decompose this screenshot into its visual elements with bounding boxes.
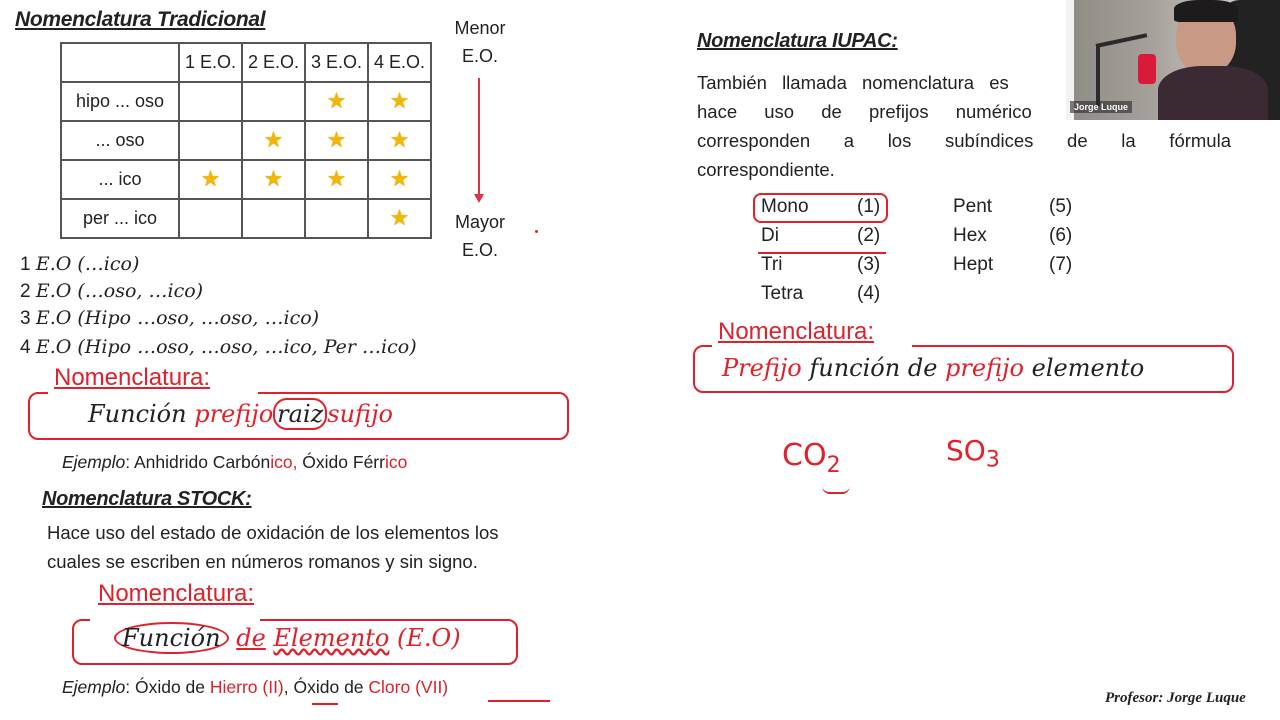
example-highlight: Hierro (II) [209,677,284,697]
example-label: Ejemplo [62,677,126,697]
prefix-name: Tetra [761,283,804,304]
table-corner-cell [61,43,179,82]
prefix-name: Tri [761,254,783,275]
example-suffix: ico [384,452,408,472]
eo-text: E.O (Hipo …oso, …oso, …ico, Per …ico) [35,336,417,358]
formula-base: SO [946,434,986,467]
prefix-value: (3) [857,254,881,275]
prefix-item [953,254,1072,276]
table-cell [179,199,242,238]
webcam-video [1066,0,1280,120]
table-cell [242,199,305,238]
star-icon: ★ [389,205,410,230]
prefix-value: (4) [857,283,881,304]
star-icon: ★ [200,166,221,191]
example-sep: : [125,677,135,697]
formula-de: de [236,624,266,652]
formula-funcion: función de [809,354,938,382]
pen-underline [488,700,550,702]
table-cell [368,199,431,238]
table-cell [242,121,305,160]
star-icon: ★ [326,88,347,113]
formula-subscript: 3 [985,447,1000,473]
star-icon: ★ [326,127,347,152]
iupac-desc-line: corresponden a los subíndices de la fórmula [697,130,1231,151]
stock-formula [114,624,461,652]
formula-prefijo: prefijo [194,400,274,428]
stock-title: Nomenclatura STOCK: [42,488,252,510]
prefix-name: Di [761,225,779,246]
eo-number: 3 [20,308,31,329]
formula-eo: (E.O) [397,624,461,652]
column-header: 1 E.O. [179,43,242,82]
pen-underline [822,486,850,494]
prefix-value: (2) [857,225,881,246]
prefix-value: (5) [1049,196,1073,217]
table-row [61,82,431,121]
table-cell [368,82,431,121]
example-label: Ejemplo [62,452,126,472]
row-label: ... oso [61,121,179,160]
table-cell [305,121,368,160]
handwritten-formula-so3 [946,434,1000,473]
oxidation-state-table [60,42,432,239]
mic-arm [1096,33,1148,48]
prefix-value: (7) [1049,254,1073,275]
formula-subscript: 2 [826,453,841,478]
star-icon: ★ [326,166,347,191]
arrow-bottom-label-line2: E.O. [461,240,498,260]
eo-number: 4 [20,337,31,358]
table-cell [242,160,305,199]
table-cell [305,82,368,121]
arrow-bottom-label-line1: Mayor [454,212,505,232]
person-hair [1174,0,1238,22]
prefix-name: Pent [953,196,993,217]
formula-funcion: Función [88,400,187,428]
prefix-item [761,225,880,247]
table-row [61,160,431,199]
formula-elemento: elemento [1031,354,1145,382]
formula-raiz-circled: raiz [273,398,327,430]
iupac-desc-line: hace uso de prefijos numérico [697,101,1032,122]
example-text: Óxido de [134,677,210,697]
example-suffix: ico, [270,452,298,472]
arrow-top-label-line2: E.O. [461,46,498,66]
formula-prefijo: Prefijo [722,354,802,382]
star-icon: ★ [389,88,410,113]
row-label: ... ico [61,160,179,199]
column-header: 3 E.O. [305,43,368,82]
prefix-value: (6) [1049,225,1073,246]
formula-sufijo: sufijo [327,400,393,428]
row-label: hipo ... oso [61,82,179,121]
table-cell [305,199,368,238]
traditional-title: Nomenclatura Tradicional [15,8,266,31]
prefix-item [761,254,880,276]
table-cell [368,121,431,160]
iupac-desc-line: También llamada nomenclatura es [697,72,1009,93]
table-cell [179,160,242,199]
eo-list-item [20,277,203,306]
eo-number: 2 [20,281,31,302]
person-shirt [1158,66,1268,120]
star-icon: ★ [263,166,284,191]
traditional-formula [88,400,393,428]
table-header-row [61,43,431,82]
traditional-example [62,452,407,473]
prefix-value: (1) [857,196,881,217]
star-icon: ★ [389,127,410,152]
stock-desc-line: Hace uso del estado de oxidación de los elementos los [47,522,499,543]
prefix-name: Hept [953,254,994,275]
pen-underline [312,703,338,705]
prefix-name: Hex [953,225,987,246]
microphone [1138,54,1156,84]
column-header: 2 E.O. [242,43,305,82]
stock-nomenclatura-label: Nomenclatura: [98,580,255,607]
formula-funcion-circled: Función [114,622,229,654]
iupac-title: Nomenclatura IUPAC: [697,30,898,52]
handwritten-formula-co2 [782,438,841,478]
row-label: per ... ico [61,199,179,238]
traditional-nomenclatura-label: Nomenclatura: [54,364,211,391]
arrow-top-label [440,14,520,70]
formula-prefijo: prefijo [945,354,1024,382]
table-cell [242,82,305,121]
stock-example [62,677,448,698]
table-cell [305,160,368,199]
example-text: Óxido Férr [297,452,385,472]
table-row [61,121,431,160]
pen-dot [535,230,538,233]
prefix-item [761,196,880,218]
eo-text: E.O (…oso, …ico) [35,280,204,302]
prefix-item [761,283,880,305]
formula-elemento: Elemento [273,624,390,652]
eo-text: E.O (Hipo …oso, …oso, …ico) [35,307,320,329]
prefix-name: Mono [761,196,809,217]
iupac-nomenclatura-label: Nomenclatura: [718,318,875,345]
webcam-name-tag: Jorge Luque [1070,101,1132,113]
formula-base: CO [782,438,827,473]
arrowhead-icon [474,194,484,203]
arrow-top-label-line1: Menor [454,18,506,38]
table-cell [179,82,242,121]
table-cell [368,160,431,199]
eo-text: E.O (…ico) [35,253,140,275]
star-icon: ★ [389,166,410,191]
eo-number: 1 [20,254,31,275]
eo-list-item [20,250,139,279]
eo-list-item [20,304,319,333]
mic-arm [1096,46,1100,106]
table-row [61,199,431,238]
example-text: Anhidrido Carbón [134,452,271,472]
professor-credit: Profesor: Jorge Luque [1105,690,1246,706]
example-highlight: Cloro (VII) [368,677,449,697]
arrow-bottom-label [440,208,520,264]
prefix-item [953,225,1072,247]
star-icon: ★ [263,127,284,152]
iupac-desc-line: correspondiente. [697,159,835,180]
eo-list-item [20,333,417,362]
column-header: 4 E.O. [368,43,431,82]
example-sep: : [125,452,134,472]
example-text: , Óxido de [283,677,369,697]
table-cell [179,121,242,160]
prefix-item [953,196,1072,218]
stock-description [47,518,498,576]
down-arrow-icon [478,78,480,198]
stock-desc-line: cuales se escriben en números romanos y sin signo. [47,551,478,572]
iupac-formula [722,354,1144,382]
